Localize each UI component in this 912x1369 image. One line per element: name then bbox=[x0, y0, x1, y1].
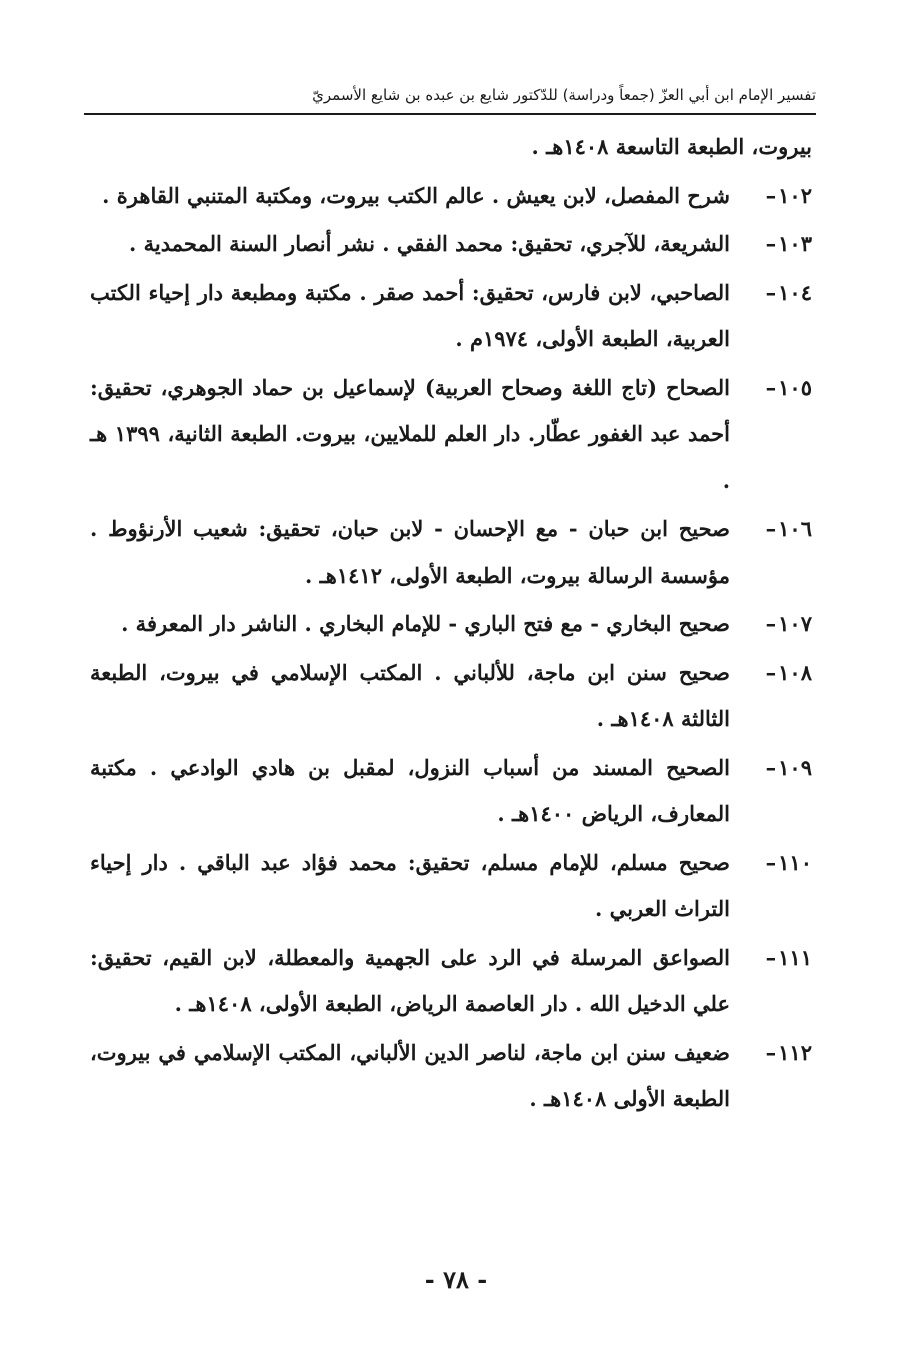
entry-number: ١١٠– bbox=[765, 849, 812, 875]
entry-number: ١١٢– bbox=[765, 1039, 812, 1065]
entry-number: ١٠٣– bbox=[765, 231, 812, 256]
entry-text: الصحاح (تاج اللغة وصحاح العربية) لإسماعيل بن حماد الجوهري، تحقيق: أحمد عبد الغفور عطّار. دار العلم للملايين، بيروت. الطبعة الثانية، ١٣٩٩ هـ . bbox=[90, 374, 730, 493]
running-header: تفسير الإمام ابن أبي العزّ (جمعاً ودراسة) للدّكتور شايع بن عبده بن شايع الأسمريّ bbox=[312, 86, 816, 104]
bibliography-entry bbox=[90, 221, 812, 268]
entry-number: ١٠٩– bbox=[765, 754, 812, 780]
bibliography-entry bbox=[90, 506, 812, 599]
entry-text: الصاحبي، لابن فارس، تحقيق: أحمد صقر . مكتبة ومطبعة دار إحياء الكتب العربية، الطبعة الأولى، ١٩٧٤م . bbox=[90, 279, 730, 351]
bibliography-entry bbox=[90, 650, 812, 743]
bibliography-entry bbox=[90, 270, 812, 363]
bibliography-entry bbox=[90, 745, 812, 838]
header-divider bbox=[84, 113, 816, 115]
bibliography-list bbox=[90, 124, 812, 1123]
entry-number: ١١١– bbox=[765, 944, 812, 970]
page-number: - ٧٨ - bbox=[424, 1265, 488, 1294]
entry-text: ضعيف سنن ابن ماجة، لناصر الدين الألباني، المكتب الإسلامي في بيروت، الطبعة الأولى ١٤٠٨هـ . bbox=[90, 1039, 730, 1111]
entry-number: ١٠٦– bbox=[765, 516, 812, 541]
entry-text: الصحيح المسند من أسباب النزول، لمقبل بن هادي الوادعي . مكتبة المعارف، الرياض ١٤٠٠هـ . bbox=[90, 754, 730, 826]
bibliography-entry bbox=[90, 173, 812, 220]
entry-text: صحيح ابن حبان - مع الإحسان - لابن حبان، تحقيق: شعيب الأرنؤوط . مؤسسة الرسالة بيروت، الطبعة الأولى، ١٤١٢هـ . bbox=[90, 516, 730, 588]
entry-continuation: بيروت، الطبعة التاسعة ١٤٠٨هـ . bbox=[531, 134, 812, 159]
entry-number: ١٠٢– bbox=[765, 182, 812, 208]
entry-text: الشريعة، للآجري، تحقيق: محمد الفقي . نشر أنصار السنة المحمدية . bbox=[129, 231, 730, 256]
bibliography-entry bbox=[90, 935, 812, 1028]
entry-number: ١٠٥– bbox=[765, 374, 812, 400]
entry-text: صحيح مسلم، للإمام مسلم، تحقيق: محمد فؤاد عبد الباقي . دار إحياء التراث العربي . bbox=[90, 849, 730, 921]
entry-text: صحيح سنن ابن ماجة، للألباني . المكتب الإسلامي في بيروت، الطبعة الثالثة ١٤٠٨هـ . bbox=[90, 659, 730, 731]
entry-text: شرح المفصل، لابن يعيش . عالم الكتب بيروت، ومكتبة المتنبي القاهرة . bbox=[102, 182, 730, 208]
bibliography-entry bbox=[90, 365, 812, 505]
bibliography-entry bbox=[90, 601, 812, 648]
entry-text: الصواعق المرسلة في الرد على الجهمية والمعطلة، لابن القيم، تحقيق: علي الدخيل الله . دار العاصمة الرياض، الطبعة الأولى، ١٤٠٨هـ . bbox=[90, 944, 730, 1016]
entry-text: صحيح البخاري - مع فتح الباري - للإمام البخاري . الناشر دار المعرفة . bbox=[121, 611, 730, 636]
bibliography-entry bbox=[90, 1030, 812, 1123]
entry-number: ١٠٨– bbox=[765, 659, 812, 685]
bibliography-entry bbox=[90, 840, 812, 933]
entry-number: ١٠٧– bbox=[765, 611, 812, 636]
entry-number: ١٠٤– bbox=[765, 279, 812, 305]
